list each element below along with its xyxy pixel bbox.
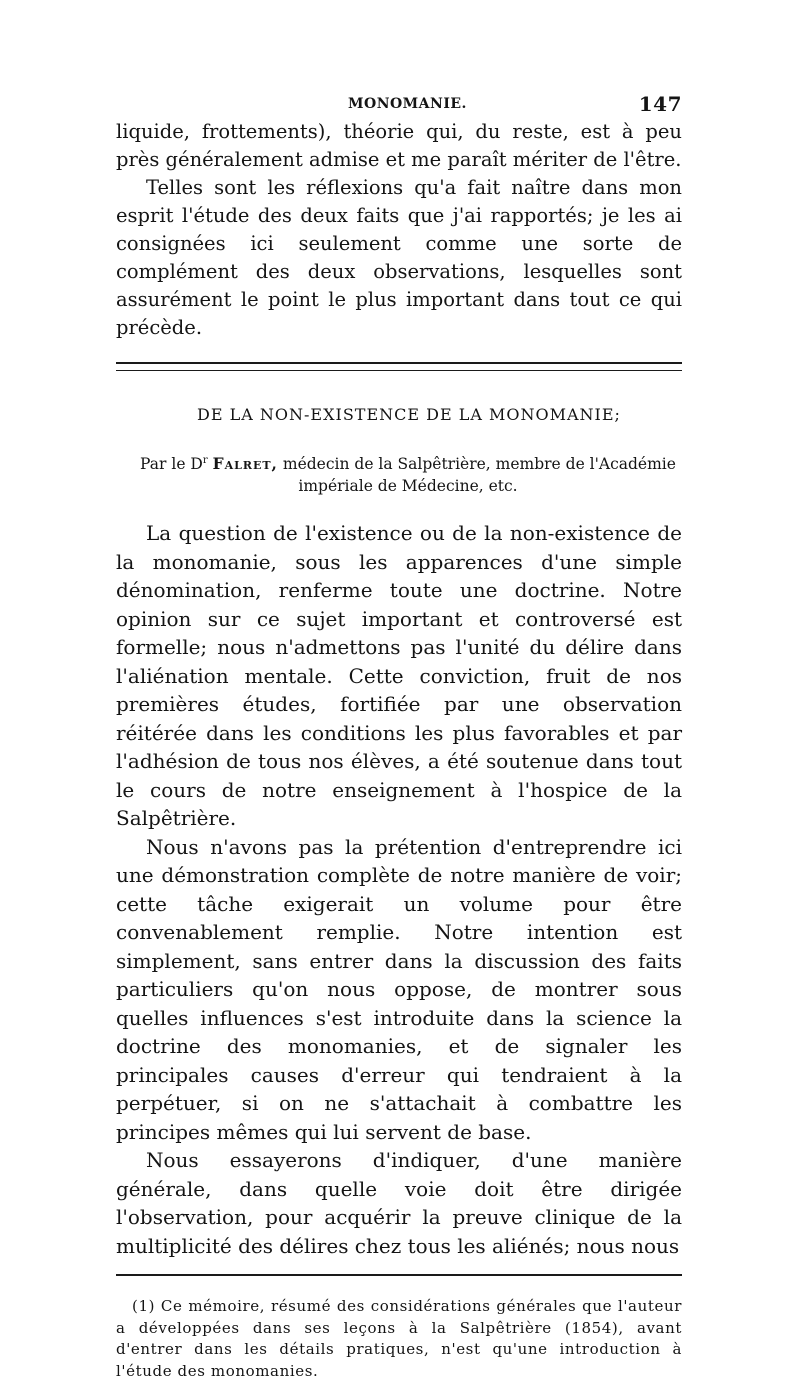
body-paragraph-3: Nous essayerons d'indiquer, d'une manière générale, dans quelle voie doit être dirigée l'observation, pour acquérir la preuve clinique de la multiplicité des délires chez tous les aliénés; nous nous xyxy=(116,1148,682,1258)
byline-rest: médecin de la Salpêtrière, membre de l'Académie impériale de Médecine, etc. xyxy=(277,455,676,496)
author-name: Falret, xyxy=(212,454,278,474)
section-title-text: DE LA NON-EXISTENCE DE LA MONOMANIE; xyxy=(197,405,621,424)
page-number: 147 xyxy=(638,92,682,116)
running-header xyxy=(116,92,682,116)
running-title: MONOMANIE. xyxy=(348,96,467,112)
byline-prefix: Par le D xyxy=(140,455,203,474)
section-divider xyxy=(116,362,682,371)
book-page xyxy=(116,92,682,1397)
continuation-paragraph: liquide, frottements), théorie qui, du reste, est à peu près généralement admise et me paraît mériter de l'être. xyxy=(116,120,682,171)
byline-superscript: r xyxy=(202,455,208,466)
author-byline xyxy=(116,450,682,497)
closing-paragraph: Telles sont les réflexions qu'a fait naître dans mon esprit l'étude des deux faits que j'ai rapportés; je les ai consignées ici seulement comme une sorte de complément des deux observations, lesquelles sont assurément le point le plus important dans tout ce qui précède. xyxy=(116,176,682,339)
body-paragraph-2: Nous n'avons pas la prétention d'entreprendre ici une démonstration complète de notre manière de voir; cette tâche exigerait un volume pour être convenablement remplie. Notre intention est simplement, sans entrer dans la discussion des faits particuliers qu'on nous oppose, de montrer sous quelles influences s'est introduite dans la science la doctrine des monomanies, et de signaler les principales causes d'erreur qui tendraient à la perpétuer, si on ne s'attachait à combattre les principes mêmes qui lui servent de base. xyxy=(116,834,682,1144)
footnote-rule xyxy=(116,1274,682,1276)
section-title xyxy=(116,405,682,424)
main-text xyxy=(116,519,682,1260)
footnote: (1) Ce mémoire, résumé des considérations générales que l'auteur a développées dans ses leçons à la Salpêtrière (1854), avant d'entrer dans les détails pratiques, n'est qu'une introduction à l'étude des monomanies. xyxy=(116,1297,682,1380)
body-paragraph-1: La question de l'existence ou de la non-existence de la monomanie, sous les apparences d'une simple dénomination, renferme toute une doctrine. Notre opinion sur ce sujet important et controversé est formelle; nous n'admettons pas l'unité du délire dans l'aliénation mentale. Cette conviction, fruit de nos premières études, fortifiée par une observation réitérée dans les conditions les plus favorables et par l'adhésion de tous nos élèves, a été soutenue dans tout le cours de notre enseignement à l'hospice de la Salpêtrière. xyxy=(116,521,682,831)
